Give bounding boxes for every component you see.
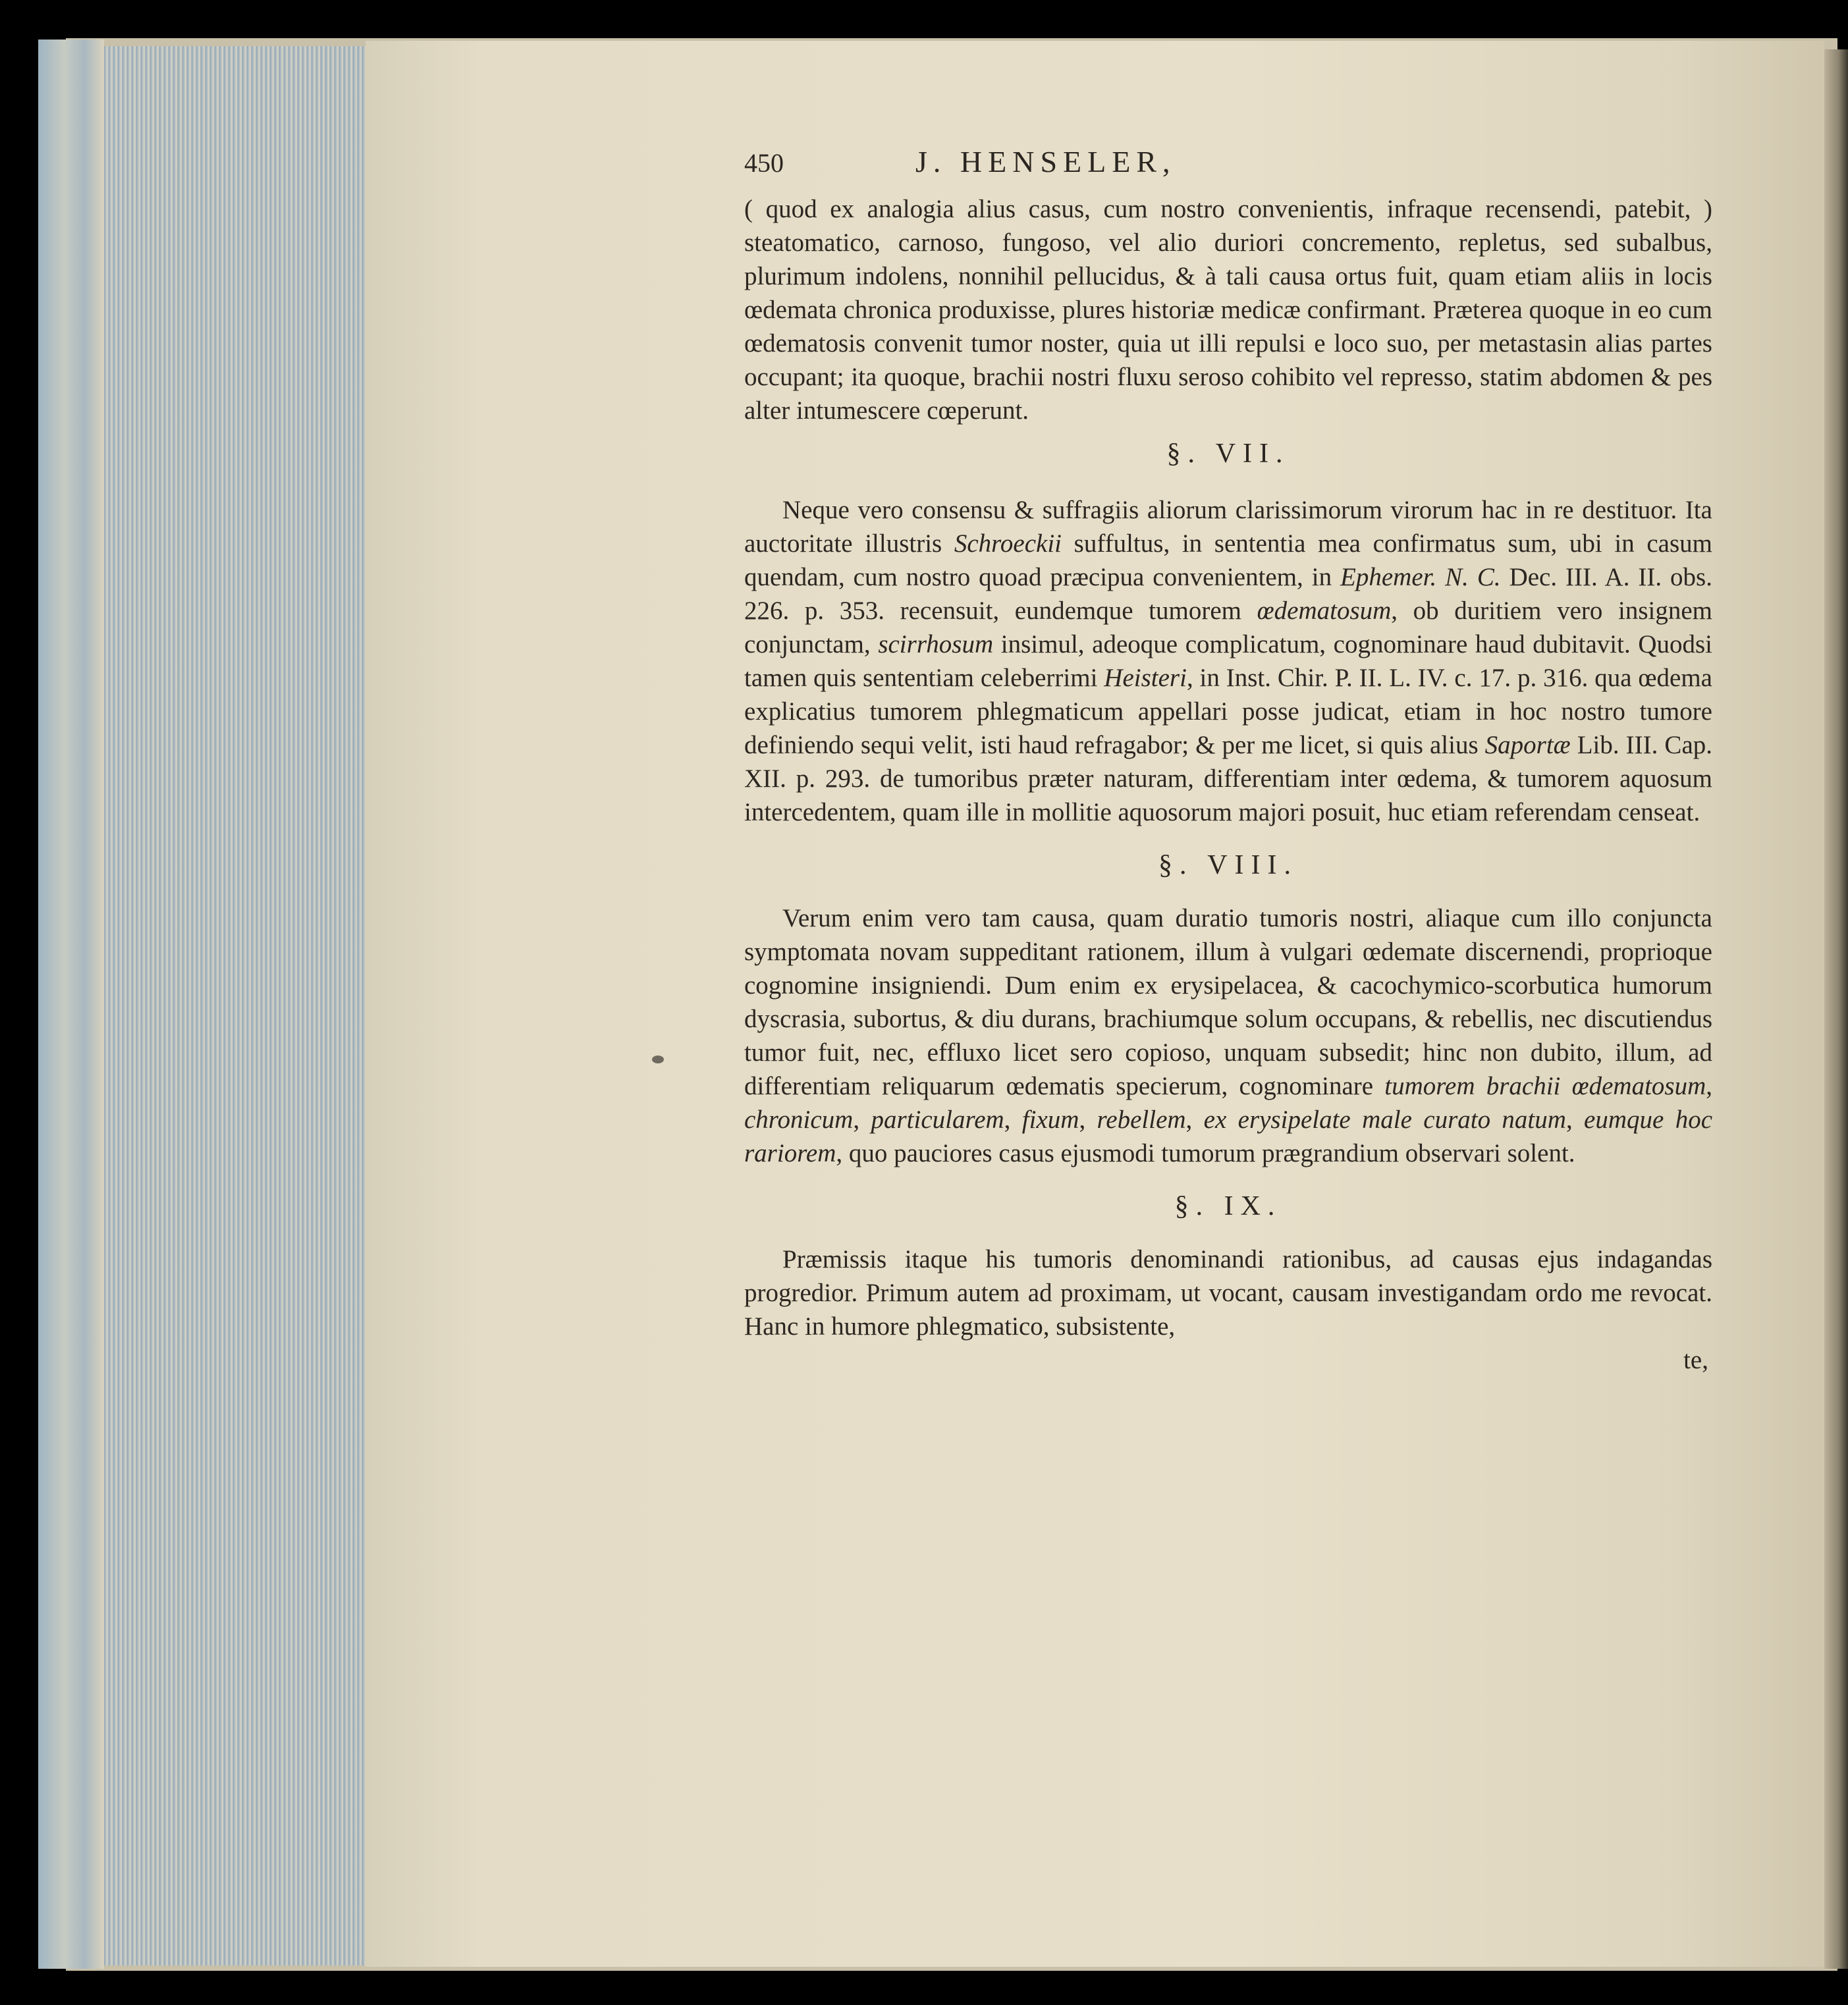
italic-term: eumque hoc rariorem <box>744 1106 1712 1167</box>
italic-term: œdematosum <box>1257 597 1392 625</box>
running-head: J. HENSELER, <box>915 145 1176 178</box>
text-run: , <box>1565 1106 1585 1134</box>
text-run: Neque vero consensu & suffragiis aliorum clarissimorum virorum hac in re destituor. Ita auctoritate illustris <box>744 496 1712 558</box>
text-run: Verum enim vero tam causa, quam duratio tumoris nostri, aliaque cum illo conjuncta symptomata novam suppeditant rationem, illum à vulgari œdemate discernendi, proprioque cognomine insigniendi. Dum enim ex erysipelacea, & cacochymico-scorbutica humorum dyscrasia, subortus, & diu durans, brachiumque solum occupans, & rebellis, nec discutiendus tumor fuit, nec, effluxo licet sero copioso, unquam subsedit; hinc non dubito, illum, ad differentiam reliquarum œdematis specierum, cognominare <box>744 904 1712 1100</box>
italic-term: rebellem <box>1097 1106 1186 1134</box>
text-run: Lib. III. Cap. XII. p. 293. de tumoribus præter naturam, differentiam inter œdema, & tumorem aquosum intercedentem, quam ille in mollitie aquosorum majori posuit, huc etiam referendam censeat. <box>744 731 1712 826</box>
paragraph-section-9: Præmissis itaque his tumoris denominandi rationibus, ad causas ejus indagandas progredior. Primum autem ad proximam, ut vocant, causam investigandam ordo me revocat. Hanc in humore phlegmatico, subsistente, <box>744 1245 1712 1341</box>
italic-reference: Ephemer. N. C. <box>1340 563 1501 591</box>
page-text-block <box>744 145 1712 1377</box>
text-run: , <box>1004 1106 1022 1134</box>
text-run: , <box>853 1106 871 1134</box>
italic-term: scirrhosum <box>878 630 994 658</box>
page-stack-edges <box>104 46 367 1965</box>
book-fore-edge <box>38 40 104 1969</box>
text-run: , quo pauciores casus ejusmodi tumorum prægrandium observari solent. <box>836 1139 1575 1167</box>
italic-name: Heisteri <box>1104 664 1187 692</box>
text-run: , in Inst. Chir. P. II. L. IV. c. 17. p. 316. qua œdema explicatius tumorem phlegmaticum appellari posse judicat, etiam in hoc nostro tumore definiendo sequi velit, isti haud refragabor; & per me licet, si quis alius <box>744 664 1712 759</box>
paragraph-continued: ( quod ex analogia alius casus, cum nostro convenientis, infraque recensendi, patebit, ) steatomatico, carnoso, fungoso, vel alio duriori concremento, repletus, sed subalbus, plurimum indolens, nonnihil pellucidus, & à tali causa ortus fuit, quam etiam aliis in locis œdemata chronica produxisse, plures historiæ medicæ confirmant. Præterea quoque in eo cum œdematosis convenit tumor noster, quia ut illi repulsi e loco suo, per metastasin alias partes occupant; ita quoque, brachii nostri fluxu seroso cohibito vel represso, statim abdomen & pes alter intumescere cœperunt. <box>744 195 1712 425</box>
italic-term: fixum <box>1021 1106 1079 1134</box>
text-run: suffultus, in sententia mea confirmatus sum, ubi in casum quendam, cum nostro quoad præcipua convenientem, in <box>744 529 1712 591</box>
page-number: 450 <box>744 148 784 178</box>
text-run: Dec. III. A. II. obs. 226. p. 353. recensuit, eundemque tumorem <box>744 563 1712 625</box>
catchword: te, <box>1683 1346 1708 1374</box>
text-run: insimul, adeoque complicatum, cognominare haud dubitavit. Quodsi tamen quis sententiam celeberrimi <box>744 630 1712 692</box>
paragraph-section-8 <box>744 901 1712 1170</box>
text-run: , <box>1706 1072 1713 1100</box>
facing-page-edge <box>1824 49 1848 1969</box>
paragraph-section-7 <box>744 493 1712 829</box>
italic-name: Saportæ <box>1484 731 1571 759</box>
text-run: , ob duritiem vero insignem conjunctam, <box>744 597 1712 658</box>
ink-spot <box>652 1056 664 1063</box>
italic-term: particularem <box>871 1106 1004 1134</box>
text-run: , <box>1185 1106 1204 1134</box>
italic-term: chronicum <box>744 1106 854 1134</box>
italic-term: ex erysipelate male curato natum <box>1203 1106 1566 1134</box>
section-heading-7: §. VII. <box>1166 439 1290 469</box>
section-heading-9: §. IX. <box>1174 1191 1282 1221</box>
text-run: , <box>1079 1106 1097 1134</box>
page-header <box>744 145 1712 184</box>
italic-name: Schroeckii <box>954 529 1062 558</box>
italic-term: tumorem brachii œdematosum <box>1384 1072 1706 1100</box>
section-heading-8: §. VIII. <box>1158 850 1299 880</box>
